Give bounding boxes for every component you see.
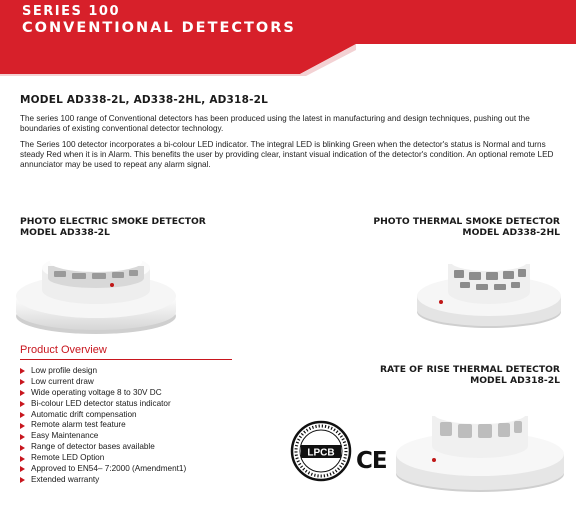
- product-name: PHOTO THERMAL SMOKE DETECTOR: [373, 216, 560, 227]
- product-model: MODEL AD338-2HL: [462, 227, 560, 238]
- ce-mark: CE: [356, 448, 387, 474]
- banner-series-label: SERIES 100: [22, 4, 120, 19]
- list-item: Low profile design: [20, 366, 186, 377]
- intro-paragraph-1: The series 100 range of Conventional detectors has been produced using the latest in manufacturing and design techniques, pushing out the boundaries of existing conventional detector technology.: [20, 114, 530, 134]
- arrow-bullet-icon: [20, 423, 25, 429]
- arrow-bullet-icon: [20, 456, 25, 462]
- product-name: PHOTO ELECTRIC SMOKE DETECTOR: [20, 216, 206, 227]
- photo-thermal-detector-image: [414, 240, 564, 332]
- list-item: Automatic drift compensation: [20, 410, 186, 421]
- product-model: MODEL AD318-2L: [470, 375, 560, 386]
- product-model: MODEL AD338-2L: [20, 227, 110, 238]
- list-item: Range of detector bases available: [20, 442, 186, 453]
- list-item: Bi-colour LED detector status indicator: [20, 399, 186, 410]
- product-overview-heading: Product Overview: [20, 344, 107, 356]
- overview-divider: [20, 359, 232, 360]
- feature-list: [20, 366, 186, 486]
- arrow-bullet-icon: [20, 445, 25, 451]
- arrow-bullet-icon: [20, 434, 25, 440]
- product-title-rate-of-rise: [380, 364, 560, 386]
- banner-title: CONVENTIONAL DETECTORS: [22, 20, 296, 36]
- intro-paragraph-2: The Series 100 detector incorporates a bi-colour LED indicator. The integral LED is blinking Green when the detector's status is Normal and turns steady Red when it is in Alarm. This benefits the user by providing clear, instant visual indication of the detector's condition. An optional remote LED annunciator may be used to repeat any alarm signal.: [20, 140, 554, 170]
- list-item: Remote alarm test feature: [20, 420, 186, 431]
- arrow-bullet-icon: [20, 368, 25, 374]
- list-item: Approved to EN54– 7:2000 (Amendment1): [20, 464, 186, 475]
- product-name: RATE OF RISE THERMAL DETECTOR: [379, 364, 560, 375]
- arrow-bullet-icon: [20, 412, 25, 418]
- product-title-photo-thermal: [373, 216, 560, 238]
- arrow-bullet-icon: [20, 390, 25, 396]
- list-item: Low current draw: [20, 377, 186, 388]
- rate-of-rise-detector-image: [394, 398, 566, 496]
- list-item: Extended warranty: [20, 475, 186, 486]
- header-banner: [0, 0, 576, 80]
- lpcb-certification-seal: [290, 420, 352, 482]
- arrow-bullet-icon: [20, 466, 25, 472]
- model-heading: MODEL AD338-2L, AD338-2HL, AD318-2L: [20, 94, 269, 106]
- arrow-bullet-icon: [20, 401, 25, 407]
- list-item: Remote LED Option: [20, 453, 186, 464]
- lpcb-mark-text: LPCB: [307, 447, 335, 459]
- photo-electric-detector-image: [12, 238, 180, 338]
- arrow-bullet-icon: [20, 477, 25, 483]
- product-title-photo-electric: [20, 216, 206, 238]
- list-item: Wide operating voltage 8 to 30V DC: [20, 388, 186, 399]
- arrow-bullet-icon: [20, 379, 25, 385]
- list-item: Easy Maintenance: [20, 431, 186, 442]
